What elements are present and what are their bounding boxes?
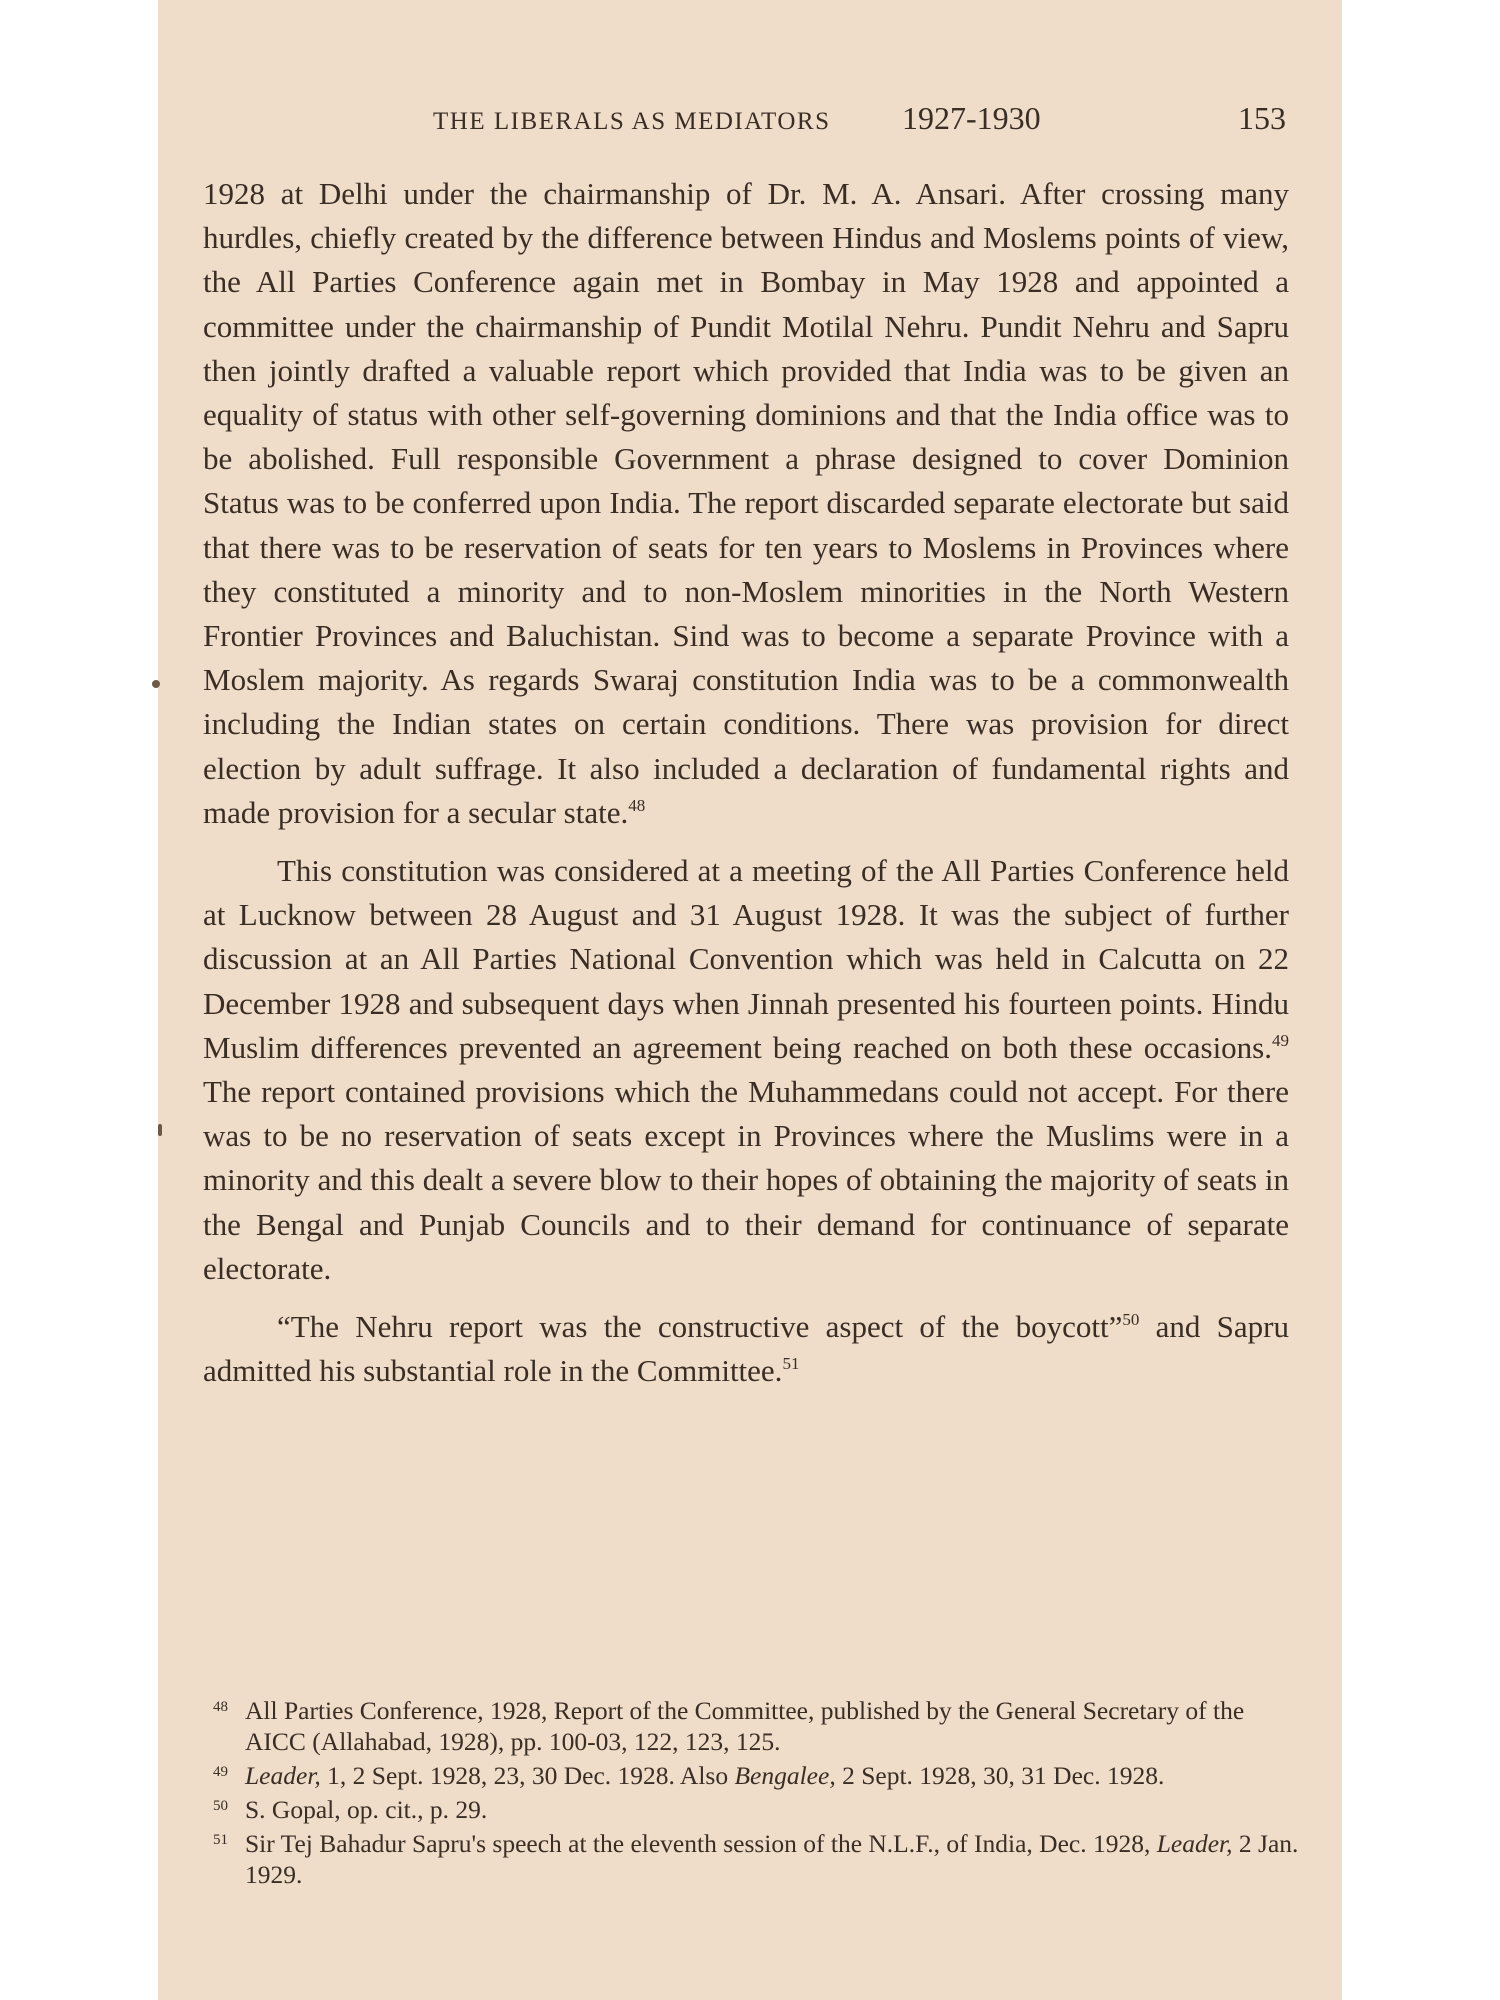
- footnote-51: [213, 1828, 1307, 1890]
- page-number: 153: [1238, 100, 1286, 136]
- footnote-text: 2 Sept. 1928, 30, 31 Dec. 1928.: [835, 1761, 1165, 1790]
- footnote-marker: 51: [213, 1832, 228, 1848]
- paragraph-1: [203, 172, 1289, 835]
- footnote-marker: 50: [213, 1798, 228, 1814]
- book-page: [158, 0, 1342, 2000]
- footnotes: [213, 1695, 1307, 1893]
- running-head-years: 1927-1930: [902, 100, 1041, 136]
- paragraph-1-text: 1928 at Delhi under the chairmanship of Dr. M. A. Ansari. After crossing many hurdles, chiefly created by the difference between Hindus and Moslems points of view, the All Parties Conference again met in Bombay in May 1928 and appointed a committee under the chairmanship of Pundit Motilal Nehru. Pundit Nehru and Sapru then jointly drafted a valuable report which provided that India was to be given an equality of status with other self-governing dominions and that the India office was to be abolished. Full responsible Government a phrase designed to cover Dominion Status was to be conferred upon India. The report discarded separate electorate but said that there was to be reservation of seats for ten years to Moslems in Provinces where they constituted a minority and to non-Moslem minorities in the North Western Frontier Provinces and Baluchistan. Sind was to become a separate Province with a Moslem majority. As regards Swaraj constitution India was to be a commonwealth including the Indian states on certain conditions. There was provision for direct election by adult suffrage. It also included a declaration of fundamental rights and made provision for a secular state.: [203, 176, 1289, 830]
- footnote-italic-source: Bengalee,: [734, 1761, 836, 1790]
- footnote-50: [213, 1794, 1307, 1825]
- footnote-text: Sir Tej Bahadur Sapru's speech at the eleventh session of the N.L.F., of India, Dec. 1928,: [245, 1829, 1157, 1858]
- ink-speck: [152, 680, 160, 688]
- body-text: [203, 172, 1289, 1393]
- paragraph-2-text-b: The report contained provisions which the Muhammedans could not accept. For there was to be no reservation of seats except in Provinces where the Muslims were in a minority and this dealt a severe blow to their hopes of obtaining the majority of seats in the Bengal and Punjab Councils and to their demand for continuance of separate electorate.: [203, 1074, 1289, 1286]
- footnote-marker: 49: [213, 1764, 228, 1780]
- footnote-italic-source: Leader,: [245, 1761, 321, 1790]
- footnote-text: 1, 2 Sept. 1928, 23, 30 Dec. 1928. Also: [320, 1761, 735, 1790]
- running-head-title: THE LIBERALS AS MEDIATORS: [433, 108, 831, 135]
- paragraph-2-text-a: This constitution was considered at a meeting of the All Parties Conference held at Lucknow between 28 August and 31 August 1928. It was the subject of further discussion at an All Parties National Convention which was held in Calcutta on 22 December 1928 and subsequent days when Jinnah presented his fourteen points. Hindu Muslim differences prevented an agreement being reached on both these occasions.: [203, 853, 1289, 1065]
- footnote-49: [213, 1760, 1307, 1791]
- paragraph-2: [203, 849, 1289, 1291]
- ink-speck: [158, 1124, 162, 1136]
- paragraph-3-text-a: “The Nehru report was the constructive aspect of the boycott”: [277, 1309, 1123, 1345]
- footnote-ref-49: 49: [1272, 1030, 1289, 1050]
- footnote-text: 2 Jan. 1929.: [245, 1829, 1299, 1889]
- footnote-ref-51: 51: [782, 1354, 800, 1374]
- footnote-text: S. Gopal, op. cit., p. 29.: [245, 1795, 488, 1824]
- footnote-48: [213, 1695, 1307, 1757]
- footnote-marker: 48: [213, 1699, 228, 1715]
- footnote-ref-48: 48: [628, 795, 646, 815]
- footnote-italic-source: Leader,: [1156, 1829, 1233, 1858]
- footnote-ref-50: 50: [1122, 1310, 1140, 1330]
- running-head: [158, 100, 1342, 144]
- footnote-text: All Parties Conference, 1928, Report of the Committee, published by the General Secretary of the AICC (Allahabad, 1928), pp. 100-03, 122, 123, 125.: [245, 1696, 1245, 1756]
- paragraph-3-text-b: and Sapru admitted his substantial role in the Committee.: [203, 1309, 1289, 1389]
- paragraph-3: [203, 1305, 1289, 1393]
